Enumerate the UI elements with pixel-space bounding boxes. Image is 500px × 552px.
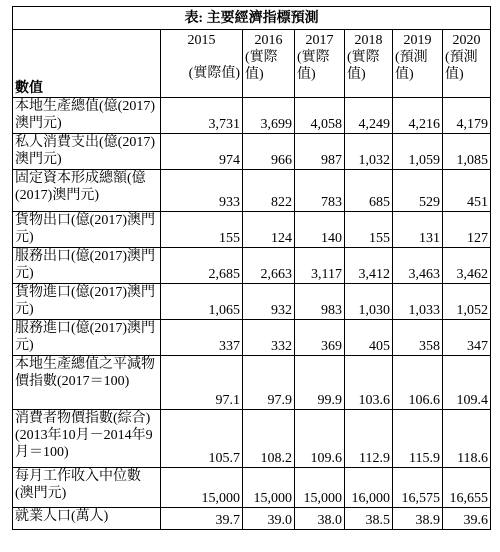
value-text: 38.0 (317, 513, 342, 528)
table-title-row (13, 7, 491, 30)
table-row (13, 508, 491, 530)
value-cell (345, 134, 393, 170)
value-text: 38.9 (415, 513, 440, 528)
value-text: 822 (271, 195, 292, 210)
column-header-2017 (295, 30, 345, 98)
value-cell (393, 98, 443, 134)
table-row (13, 320, 491, 356)
value-text: 3,731 (208, 117, 240, 132)
value-text: 140 (321, 231, 342, 246)
value-text: 38.5 (365, 513, 390, 528)
column-header-2015 (161, 30, 243, 98)
value-text: 109.6 (310, 451, 342, 466)
value-text: 16,655 (449, 491, 489, 506)
table-row (13, 212, 491, 248)
value-cell (295, 134, 345, 170)
value-cell (161, 170, 243, 212)
value-cell (161, 134, 243, 170)
value-cell (345, 468, 393, 508)
column-year: 2015 (187, 33, 216, 48)
value-text: 124 (271, 231, 292, 246)
table-row (13, 98, 491, 134)
value-cell (243, 212, 295, 248)
table-row (13, 170, 491, 212)
row-label: 貨物出口(億(2017)澳門元) (13, 212, 161, 248)
value-cell (161, 320, 243, 356)
row-label: 固定資本形成總額(億(2017)澳門元) (13, 170, 161, 212)
row-header-label: 數值 (13, 30, 161, 98)
table-row (13, 284, 491, 320)
value-text: 105.7 (208, 451, 240, 466)
value-text: 3,699 (260, 117, 292, 132)
value-text: 1,085 (456, 153, 489, 168)
value-cell (393, 410, 443, 468)
column-status: (實際值) (245, 50, 278, 82)
value-cell (243, 508, 295, 530)
value-cell (443, 98, 491, 134)
row-label: 服務進口(億(2017)澳門元) (13, 320, 161, 356)
value-text: 451 (467, 195, 489, 210)
value-cell (393, 356, 443, 410)
value-text: 103.6 (358, 393, 390, 408)
value-cell (345, 98, 393, 134)
value-cell (243, 410, 295, 468)
column-year: 2019 (403, 33, 432, 48)
value-cell (295, 320, 345, 356)
table-title: 表: 主要經濟指標預測 (13, 7, 491, 30)
column-status: (預測值) (445, 50, 478, 82)
table-row (13, 248, 491, 284)
value-cell (295, 248, 345, 284)
table-row (13, 468, 491, 508)
value-cell (443, 284, 491, 320)
table-row (13, 410, 491, 468)
value-text: 685 (369, 195, 390, 210)
column-header-2018 (345, 30, 393, 98)
value-text: 131 (419, 231, 440, 246)
value-text: 1,032 (358, 153, 390, 168)
table-header-row (13, 30, 491, 98)
value-cell (161, 284, 243, 320)
column-status: (實際值) (297, 50, 330, 82)
value-text: 4,058 (310, 117, 342, 132)
column-status: (實際值) (347, 50, 380, 82)
value-text: 332 (271, 339, 292, 354)
value-text: 3,117 (311, 267, 342, 282)
row-label: 貨物進口(億(2017)澳門元) (13, 284, 161, 320)
value-cell (443, 170, 491, 212)
value-text: 369 (321, 339, 342, 354)
value-cell (393, 134, 443, 170)
column-header-2019 (393, 30, 443, 98)
value-text: 15,000 (303, 491, 342, 506)
value-text: 155 (369, 231, 390, 246)
value-cell (295, 508, 345, 530)
value-text: 4,216 (408, 117, 440, 132)
value-text: 1,059 (408, 153, 440, 168)
value-cell (345, 356, 393, 410)
value-cell (295, 410, 345, 468)
row-label: 本地生產總值(億(2017)澳門元) (13, 98, 161, 134)
value-text: 3,412 (358, 267, 390, 282)
value-cell (345, 508, 393, 530)
value-cell (161, 410, 243, 468)
value-cell (161, 248, 243, 284)
value-cell (443, 410, 491, 468)
value-cell (161, 508, 243, 530)
row-label: 消費者物價指數(綜合)(2013年10月－2014年9月＝100) (13, 410, 161, 468)
table-row (13, 356, 491, 410)
value-text: 16,575 (401, 491, 440, 506)
value-text: 99.9 (317, 393, 342, 408)
value-cell (161, 98, 243, 134)
value-text: 15,000 (201, 491, 240, 506)
value-cell (393, 170, 443, 212)
column-year: 2020 (452, 33, 481, 48)
value-cell (243, 320, 295, 356)
value-text: 347 (467, 339, 489, 354)
row-label: 每月工作收入中位數(澳門元) (13, 468, 161, 508)
value-cell (393, 468, 443, 508)
value-cell (443, 468, 491, 508)
row-label: 本地生產總值之平減物價指數(2017＝100) (13, 356, 161, 410)
column-header-2020 (443, 30, 491, 98)
value-cell (243, 170, 295, 212)
value-text: 337 (219, 339, 240, 354)
value-text: 109.4 (456, 393, 489, 408)
value-text: 106.6 (408, 393, 440, 408)
value-cell (443, 508, 491, 530)
value-cell (243, 248, 295, 284)
row-label: 私人消費支出(億(2017)澳門元) (13, 134, 161, 170)
value-text: 108.2 (260, 451, 292, 466)
value-text: 405 (369, 339, 390, 354)
table-row (13, 134, 491, 170)
value-text: 783 (321, 195, 342, 210)
value-text: 112.9 (359, 451, 390, 466)
value-text: 127 (467, 231, 489, 246)
value-text: 529 (419, 195, 440, 210)
value-cell (161, 356, 243, 410)
value-text: 983 (321, 303, 342, 318)
value-cell (345, 410, 393, 468)
value-text: 1,052 (456, 303, 489, 318)
value-cell (243, 356, 295, 410)
value-text: 39.7 (215, 513, 240, 528)
value-cell (295, 284, 345, 320)
value-text: 16,000 (351, 491, 390, 506)
value-text: 115.9 (409, 451, 440, 466)
row-label: 服務出口(億(2017)澳門元) (13, 248, 161, 284)
value-cell (443, 248, 491, 284)
value-cell (443, 212, 491, 248)
column-status: (預測值) (395, 50, 428, 82)
value-text: 1,033 (408, 303, 440, 318)
value-cell (295, 170, 345, 212)
value-text: 987 (321, 153, 342, 168)
column-header-2016 (243, 30, 295, 98)
value-text: 358 (419, 339, 440, 354)
value-cell (161, 212, 243, 248)
value-cell (295, 356, 345, 410)
value-text: 966 (271, 153, 292, 168)
value-cell (345, 248, 393, 284)
value-cell (443, 320, 491, 356)
value-cell (243, 284, 295, 320)
value-cell (443, 134, 491, 170)
value-text: 974 (219, 153, 240, 168)
column-year: 2016 (254, 33, 283, 48)
value-text: 3,463 (408, 267, 440, 282)
value-cell (295, 212, 345, 248)
value-cell (443, 356, 491, 410)
value-text: 118.6 (457, 451, 489, 466)
value-cell (393, 320, 443, 356)
value-cell (393, 248, 443, 284)
value-cell (393, 284, 443, 320)
value-text: 932 (271, 303, 292, 318)
value-text: 1,065 (208, 303, 240, 318)
value-text: 39.0 (267, 513, 292, 528)
value-cell (345, 320, 393, 356)
value-cell (345, 284, 393, 320)
value-cell (295, 98, 345, 134)
value-text: 4,249 (358, 117, 390, 132)
value-cell (393, 212, 443, 248)
value-text: 155 (219, 231, 240, 246)
value-cell (243, 468, 295, 508)
table-body (13, 98, 491, 530)
value-text: 97.1 (215, 393, 240, 408)
value-cell (243, 134, 295, 170)
column-year: 2018 (354, 33, 383, 48)
value-cell (345, 170, 393, 212)
value-cell (161, 468, 243, 508)
value-text: 15,000 (253, 491, 292, 506)
value-text: 39.6 (463, 513, 489, 528)
value-cell (243, 98, 295, 134)
value-text: 1,030 (358, 303, 390, 318)
value-text: 2,663 (260, 267, 292, 282)
economic-indicators-table (12, 6, 491, 530)
value-text: 4,179 (456, 117, 489, 132)
value-text: 3,462 (456, 267, 489, 282)
value-text: 2,685 (208, 267, 240, 282)
column-year: 2017 (305, 33, 334, 48)
row-label: 就業人口(萬人) (13, 508, 161, 530)
value-text: 933 (219, 195, 240, 210)
value-cell (295, 468, 345, 508)
value-cell (393, 508, 443, 530)
value-text: 97.9 (267, 393, 292, 408)
value-cell (345, 212, 393, 248)
column-status: (實際值) (188, 66, 240, 81)
